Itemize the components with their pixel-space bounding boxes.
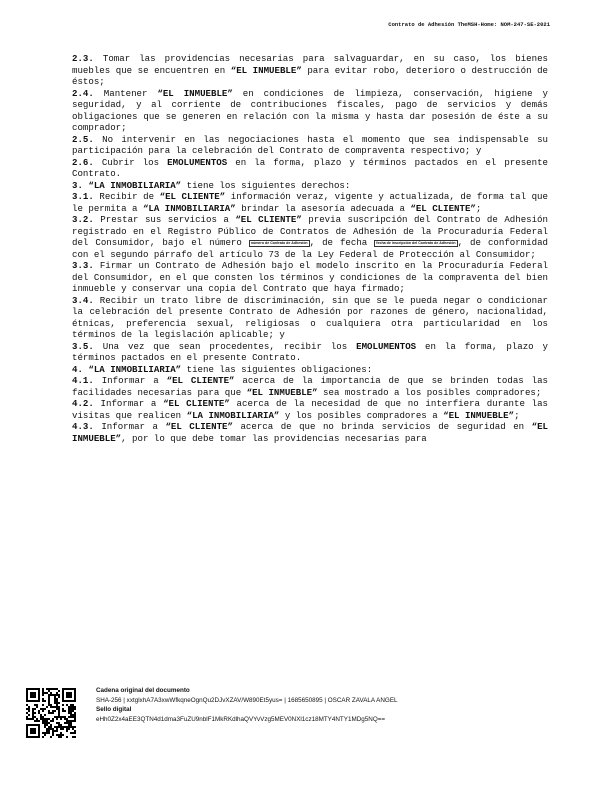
clause-paragraph (72, 341, 548, 364)
clause-text: , de fecha (309, 237, 375, 248)
seal-value: eHh0Z2x4aEE3QTN4d1dma3FuZU9nblF1MkRKdlhaQVYvVzg5MEV0NXl1cz18MTY4NTY1MDg5NQ== (96, 715, 386, 723)
clause-text: Recibir un trato libre de discriminación, sin que se le pueda negar o condicionar la celebración del presente Contrato de Adhesión por razones de género, nacionalidad, étnicas, preferencia sexual, religiosas o cualquiera otra particularidad en los términos de la legislación aplicable; y (72, 294, 548, 340)
clause-paragraph (72, 260, 548, 295)
clause-text: tiene los siguientes derechos: (181, 179, 351, 191)
chain-label: Cadena original del documento (96, 687, 190, 694)
bold-term: 4.1. (72, 375, 94, 386)
clause-paragraph (72, 375, 548, 398)
bold-term: “EL CLIENTE” (410, 202, 476, 214)
document-footer (26, 686, 586, 742)
clause-text: brindar la asesoría adecuada a (235, 202, 411, 214)
bold-term: “EL CLIENTE” (163, 398, 230, 409)
bold-term: 4.3. (72, 421, 94, 432)
clause-text: información veraz, vigente y actualizada, de forma tal que le permita a (72, 191, 548, 214)
clause-text: en condiciones de limpieza, conservación, higiene y seguridad, y al corriente de contribuciones fiscales, pago de servicios y demás obligaciones que se generen en relación con la misma y hasta dar posesión de éste a su comprador; (72, 87, 548, 133)
chain-value: SHA-256 | xxtglxhA7A3xwWfkqneOgnQu2DJvXZAV/W890Et5yus= | 1685650895 | OSCAR ZAVALA ANGEL (96, 696, 398, 704)
qr-code (26, 688, 76, 738)
clause-text: Prestar sus servicios a (93, 214, 236, 225)
bold-term: EMOLUMENTOS (167, 156, 228, 168)
bold-term: “EL CLIENTE” (159, 191, 226, 202)
bold-term: “EL CLIENTE” (165, 421, 233, 432)
clause-paragraph (72, 53, 548, 88)
clause-paragraph (72, 364, 548, 376)
bold-term: “EL CLIENTE” (235, 214, 302, 225)
clause-paragraph (72, 191, 548, 214)
clause-paragraph (72, 421, 548, 444)
clause-text: Mantener (93, 87, 158, 99)
clause-text: sea mostrado a los posibles compradores; (317, 386, 542, 398)
clause-text: acerca de la importancia de que se brinden todas las facilidades necesarias para que (72, 375, 548, 398)
clause-paragraph (72, 295, 548, 341)
signature-block (96, 686, 576, 724)
bold-term: 3.5. (72, 340, 94, 352)
clause-text: Recibir de (93, 191, 160, 202)
clause-paragraph (72, 88, 548, 134)
bold-term: 4. “LA INMOBILIARIA” (72, 363, 182, 375)
clause-text: en la forma, plazo y términos pactados en el presente Contrato. (72, 340, 548, 363)
bold-term: “LA INMOBILIARIA” (186, 409, 280, 421)
clause-text: previa suscripción del Contrato de Adhesión registrado en el Registro Público de Contratos de Adhesión de la Procuraduría Federal del Consumidor, bajo el número (72, 214, 548, 248)
bold-term: “EL INMUEBLE” (443, 409, 515, 421)
bold-term: “EL INMUEBLE” (246, 386, 318, 398)
clause-text: Informar a (93, 421, 166, 432)
clause-text: ; (514, 409, 520, 421)
bold-term: EMOLUMENTOS (356, 340, 417, 352)
clause-text: Informar a (93, 375, 167, 386)
clause-text: para evitar robo, deterioro o destrucción de éstos; (72, 64, 549, 87)
clause-paragraph (72, 157, 548, 180)
bold-term: 3.2. (72, 214, 94, 225)
clause-text: tiene las siguientes obligaciones: (181, 363, 373, 375)
bold-term: 3. “LA INMOBILIARIA” (72, 179, 182, 191)
clause-paragraph (72, 180, 548, 192)
bold-term: “EL INMUEBLE” (230, 64, 302, 76)
bold-term: 2.5. (72, 133, 94, 145)
clause-text: Informar a (93, 398, 164, 409)
bold-term: 3.4. (72, 294, 94, 306)
document-body (72, 53, 548, 444)
clause-text: acerca de la necesidad de que no interfiera durante las visitas que realicen (72, 398, 548, 421)
clause-paragraph (72, 398, 548, 421)
clause-text: Una vez que sean procedentes, recibir los (93, 340, 357, 352)
bold-term: 3.1. (72, 191, 94, 202)
clause-paragraph (72, 134, 548, 157)
bold-term: “EL INMUEBLE” (72, 421, 548, 444)
clause-paragraph (72, 214, 548, 260)
bold-term: 2.4. (72, 87, 94, 99)
clause-text: Cubrir los (93, 156, 168, 168)
bold-term: “LA INMOBILIARIA” (142, 202, 236, 214)
clause-text: Firmar un Contrato de Adhesión bajo el modelo inscrito en la Procuraduría Federal del Consumidor, en el que consten los términos y condiciones de la compraventa del bien inmueble y conservar una copia del Contrato que haya firmado; (72, 260, 548, 294)
bold-term: “EL INMUEBLE” (157, 87, 233, 99)
placeholder-field: número de Contrato de Adhesión (250, 241, 308, 245)
clause-text: en la forma, plazo y términos pactados en el presente Contrato. (72, 156, 548, 179)
bold-term: “EL CLIENTE” (166, 375, 235, 386)
clause-text: acerca de que no brinda servicios de seguridad en (232, 421, 532, 432)
clause-text: ; (475, 202, 482, 214)
clause-text: Tomar las providencias necesarias para salvaguardar, en su caso, los bienes muebles que se encuentren en (72, 53, 548, 76)
page-header: Contrato de Adhesión TheMSH-Home: NOM-247-SE-2021 (388, 21, 550, 28)
placeholder-field: fecha de inscripción del Contrato de Adhesión (376, 241, 456, 245)
bold-term: 4.2. (72, 398, 94, 409)
bold-term: 3.3. (72, 260, 94, 271)
clause-text: y los posibles compradores a (279, 409, 444, 421)
bold-term: 2.6. (72, 156, 94, 168)
clause-text: No intervenir en las negociaciones hasta el momento que sea indispensable su participación para la celebración del Contrato de compraventa respectivo; y (72, 133, 548, 156)
clause-text: , de conformidad con el segundo párrafo del artículo 73 de la Ley Federal de Protección al Consumidor; (72, 237, 548, 260)
clause-text: , por lo que debe tomar las providencias necesarias para (121, 432, 427, 444)
bold-term: 2.3. (72, 53, 94, 64)
seal-label: Sello digital (96, 706, 132, 714)
